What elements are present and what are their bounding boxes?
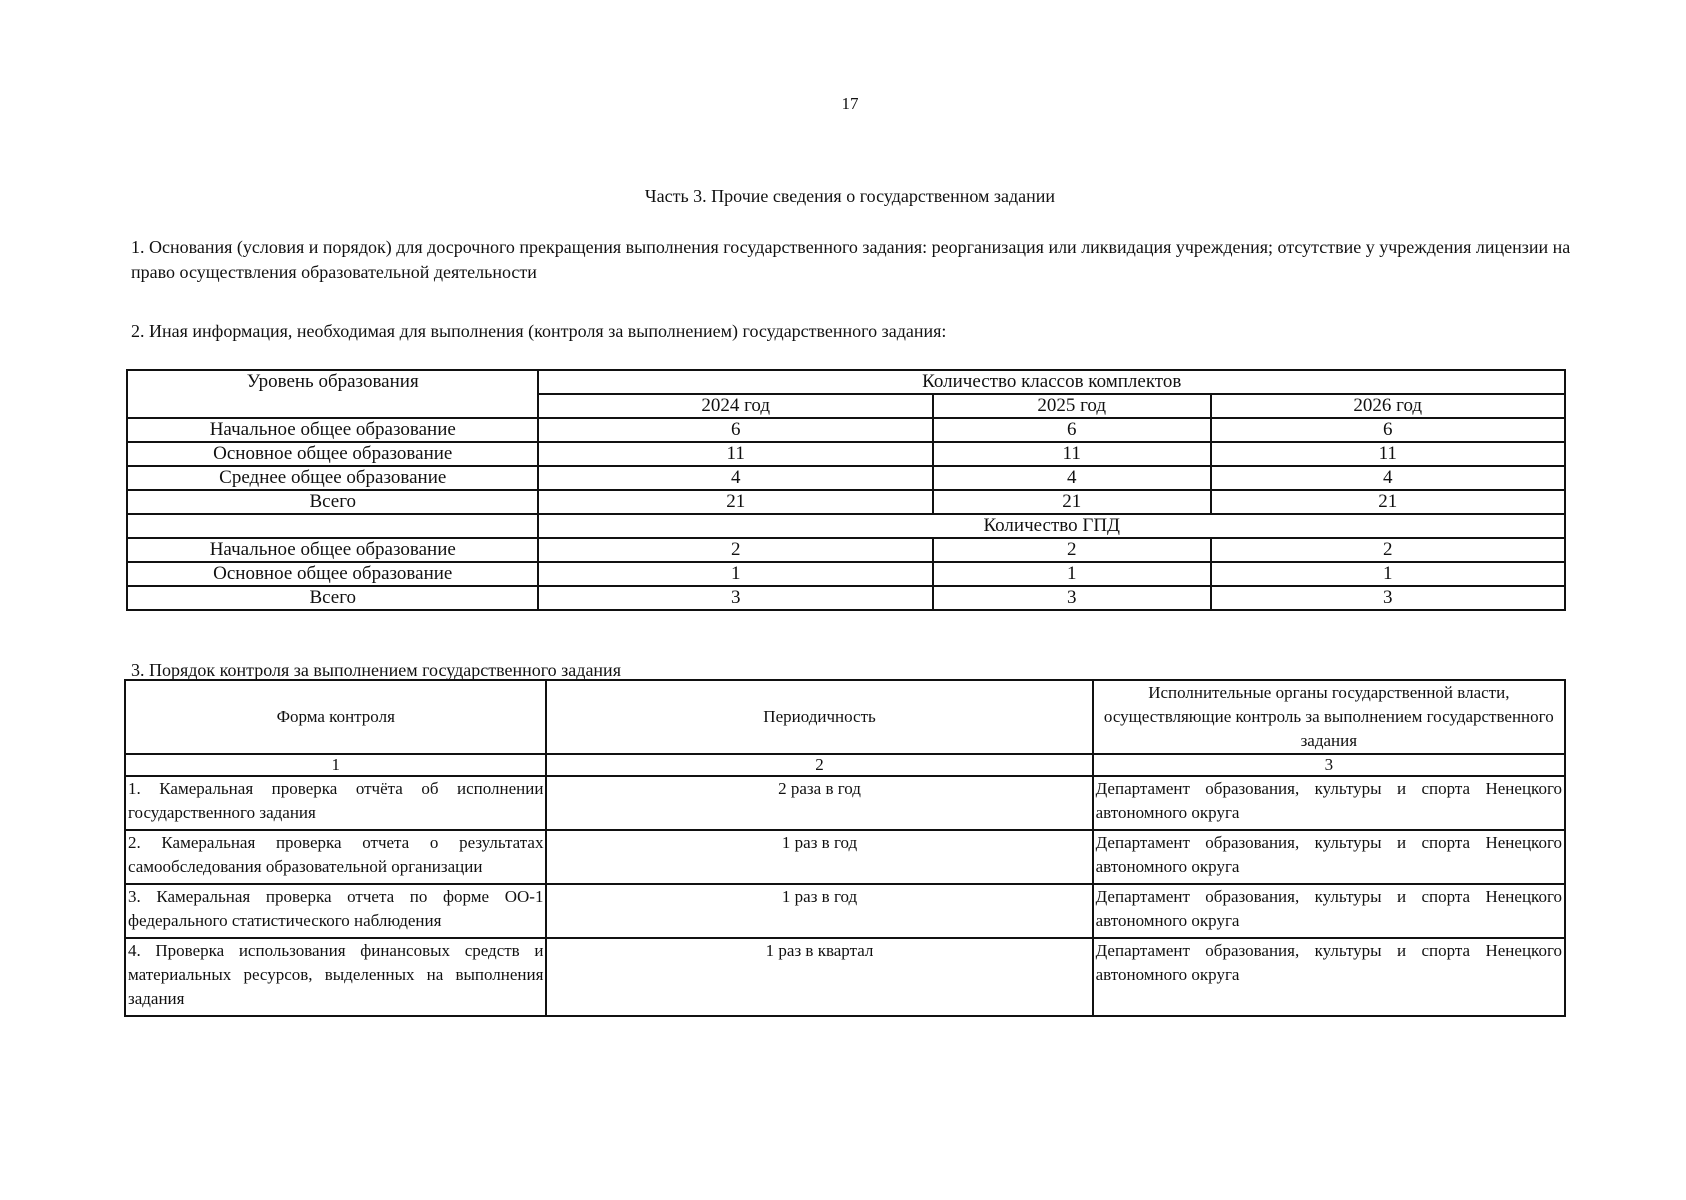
value-cell: 11 [538,442,932,466]
header-gpd-group: Количество ГПД [538,514,1565,538]
empty-cell [127,514,538,538]
value-cell: 6 [538,418,932,442]
column-number: 2 [546,754,1092,776]
table-row [127,490,1565,514]
table-row [127,586,1565,610]
value-cell: 3 [1211,586,1566,610]
value-cell: 3 [933,586,1211,610]
table-row [127,562,1565,586]
table-row [125,938,1565,1016]
table-row [127,418,1565,442]
period-cell: 2 раза в год [546,776,1092,830]
level-cell: Начальное общее образование [127,418,538,442]
form-cell: 3. Камеральная проверка отчета по форме ОО-1 федерального статистического наблюдения [125,884,546,938]
column-number: 3 [1093,754,1565,776]
table-row [127,442,1565,466]
value-cell: 21 [1211,490,1566,514]
level-cell: Всего [127,490,538,514]
value-cell: 11 [933,442,1211,466]
value-cell: 3 [538,586,932,610]
table-gpd-header-row [127,514,1565,538]
period-cell: 1 раз в год [546,830,1092,884]
control-table [124,679,1566,1017]
column-number: 1 [125,754,546,776]
table-row [127,466,1565,490]
header-year: 2024 год [538,394,932,418]
form-cell: 2. Камеральная проверка отчета о результатах самообследования образовательной организации [125,830,546,884]
form-cell: 4. Проверка использования финансовых средств и материальных ресурсов, выделенных на выполнения задания [125,938,546,1016]
header-year: 2025 год [933,394,1211,418]
value-cell: 1 [933,562,1211,586]
level-cell: Основное общее образование [127,562,538,586]
level-cell: Всего [127,586,538,610]
authority-cell: Департамент образования, культуры и спорта Ненецкого автономного округа [1093,830,1565,884]
value-cell: 1 [538,562,932,586]
value-cell: 6 [1211,418,1566,442]
form-cell: 1. Камеральная проверка отчёта об исполнении государственного задания [125,776,546,830]
header-classes-group: Количество классов комплектов [538,370,1565,394]
header-period: Периодичность [546,680,1092,754]
table-row [127,538,1565,562]
section-3-text: 3. Порядок контроля за выполнением государственного задания [131,660,621,680]
value-cell: 6 [933,418,1211,442]
level-cell: Основное общее образование [127,442,538,466]
column-number-row [125,754,1565,776]
value-cell: 4 [933,466,1211,490]
section-2-text: 2. Иная информация, необходимая для выполнения (контроля за выполнением) государственного задания: [131,321,947,341]
value-cell: 2 [538,538,932,562]
period-cell: 1 раз в квартал [546,938,1092,1016]
value-cell: 4 [538,466,932,490]
table-header-row [125,680,1565,754]
value-cell: 4 [1211,466,1566,490]
table-header-row [127,370,1565,394]
level-cell: Начальное общее образование [127,538,538,562]
value-cell: 2 [1211,538,1566,562]
authority-cell: Департамент образования, культуры и спорта Ненецкого автономного округа [1093,884,1565,938]
value-cell: 2 [933,538,1211,562]
section-1-text: 1. Основания (условия и порядок) для досрочного прекращения выполнения государственного задания: реорганизация или ликвидация учреждения; отсутствие у учреждения лицензии на право осуществления образовательной деятельности [131,237,1571,282]
page-number: 17 [841,94,859,113]
value-cell: 21 [538,490,932,514]
header-year: 2026 год [1211,394,1566,418]
class-count-table [126,369,1566,611]
value-cell: 21 [933,490,1211,514]
period-cell: 1 раз в год [546,884,1092,938]
table-row [125,776,1565,830]
level-cell: Среднее общее образование [127,466,538,490]
value-cell: 1 [1211,562,1566,586]
header-authority: Исполнительные органы государственной власти, осуществляющие контроль за выполнением государственного задания [1093,680,1565,754]
authority-cell: Департамент образования, культуры и спорта Ненецкого автономного округа [1093,938,1565,1016]
part-title: Часть 3. Прочие сведения о государственном задании [644,186,1056,206]
authority-cell: Департамент образования, культуры и спорта Ненецкого автономного округа [1093,776,1565,830]
header-level: Уровень образования [127,370,538,418]
value-cell: 11 [1211,442,1566,466]
header-form: Форма контроля [125,680,546,754]
table-row [125,884,1565,938]
table-row [125,830,1565,884]
